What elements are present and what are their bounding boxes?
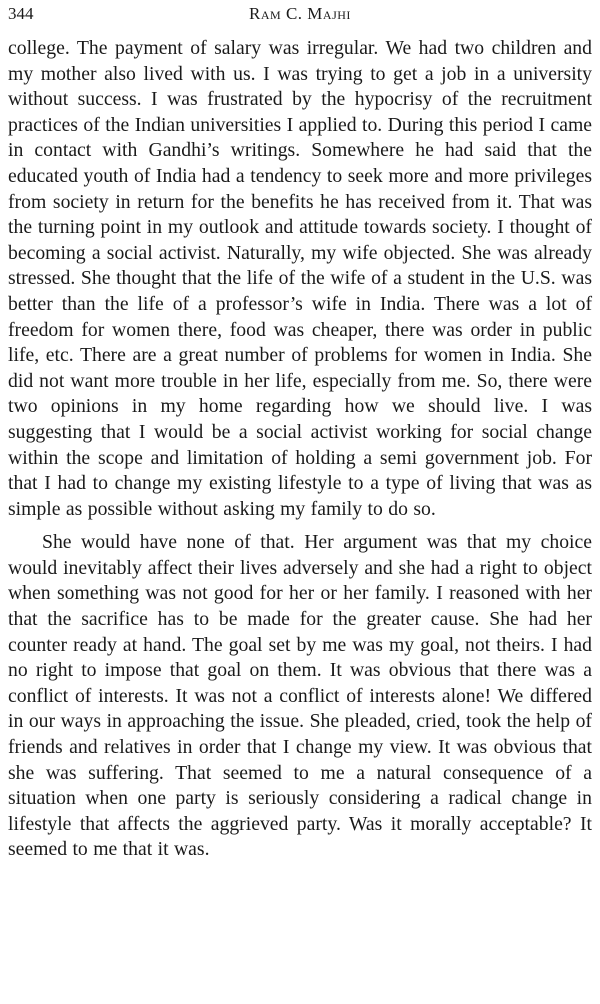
running-title: Ram C. Majhi: [249, 4, 351, 23]
paragraph-continued: college. The payment of salary was irregular. We had two children and my mother also lived with us. I was trying to get a job in a university without success. I was frustrated by the hypocrisy of the recruitment practices of the Indian universities I applied to. During this period I came in contact with Gandhi’s writings. Somewhere he had said that the educated youth of India had a tendency to seek more and more privileges from society in return for the benefits he has received from it. That was the turning point in my outlook and attitude towards society. I thought of becoming a social activist. Naturally, my wife objected. She was already stressed. She thought that the life of the wife of a student in the U.S. was better than the life of a professor’s wife in India. There was a lot of freedom for women there, food was cheaper, there was order in public life, etc. There are a great number of problems for women in India. She did not want more trouble in her life, especially from me. So, there were two opinions in my home regarding how we should live. I was suggesting that I would be a social activist working for social change within the scope and limitation of holding a semi government job. For that I had to change my existing lifestyle to a type of living that was as simple as possible without asking my family to do so.: [8, 37, 592, 520]
running-head: [8, 2, 592, 32]
paragraph: She would have none of that. Her argument was that my choice would inevitably affect their lives adversely and she had a right to object when something was not good for her or her family. I reasoned with her that the sacrifice has to be made for the greater cause. She had her counter ready at hand. The goal set by me was my goal, not theirs. I had no right to impose that goal on them. It was obvious that there was a conflict of interests. It was not a conflict of interests alone! We differed in our ways in approaching the issue. She pleaded, cried, took the help of friends and relatives in order that I change my view. It was obvious that she was suffering. That seemed to me a natural consequence of a situation when one party is seriously considering a radical change in lifestyle that affects the aggrieved party. Was it morally acceptable? It seemed to me that it was.: [8, 531, 592, 861]
body-text: [8, 36, 592, 863]
page-number: 344: [8, 4, 34, 23]
